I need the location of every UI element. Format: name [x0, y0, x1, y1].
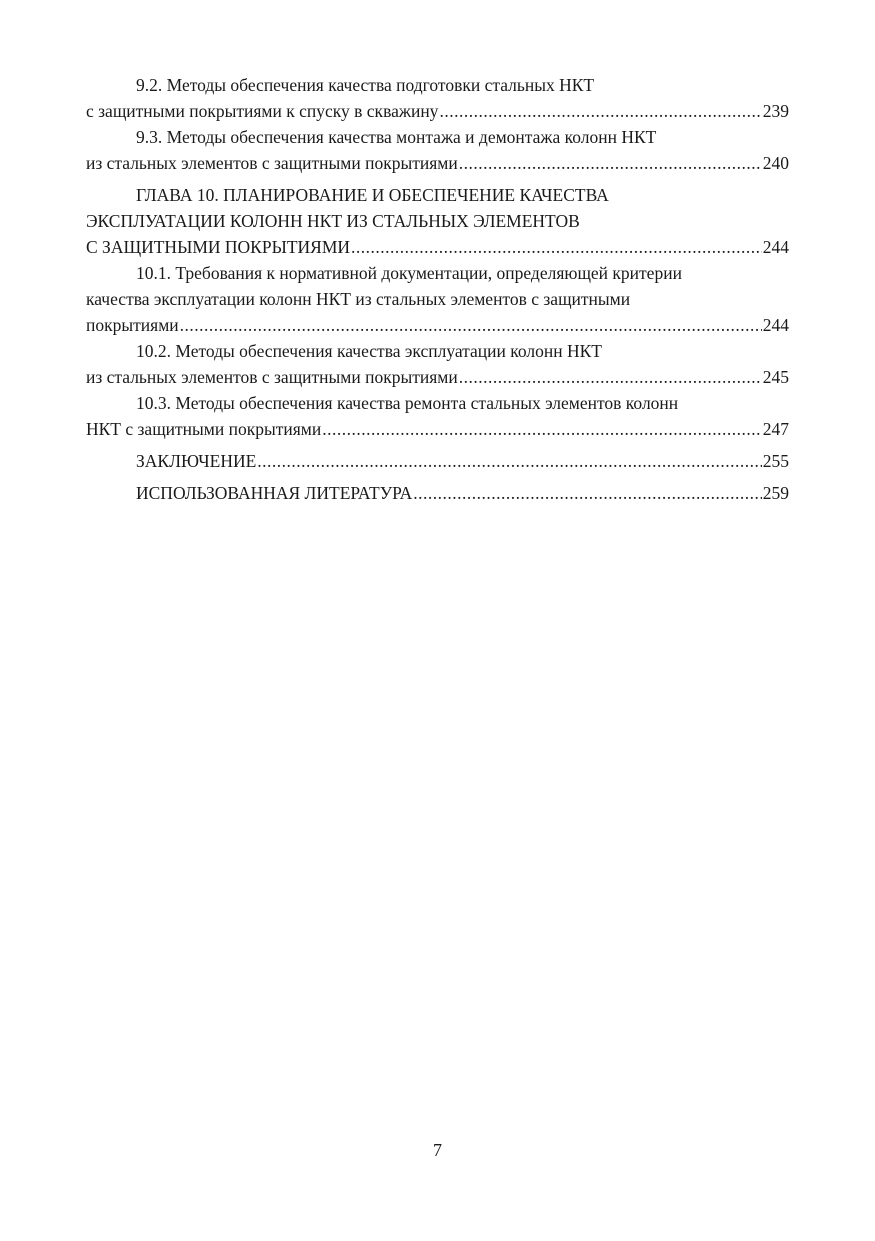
- toc-page-number: 247: [762, 419, 789, 439]
- toc-entry-10-1: [86, 260, 789, 338]
- toc-entry-leader-line: [86, 150, 789, 176]
- toc-entry-text: из стальных элементов с защитными покрытиями: [86, 367, 458, 387]
- toc-chapter-title: ГЛАВА 10. ПЛАНИРОВАНИЕ И ОБЕСПЕЧЕНИЕ КАЧЕСТВА: [136, 185, 609, 205]
- toc-entry-leader-line: [86, 480, 789, 506]
- toc-entry-text: ИСПОЛЬЗОВАННАЯ ЛИТЕРАТУРА: [136, 483, 413, 503]
- table-of-contents: [86, 72, 789, 506]
- toc-entry-text: с защитными покрытиями к спуску в скважину: [86, 101, 439, 121]
- toc-entry-text: 10.3. Методы обеспечения качества ремонта стальных элементов колонн: [136, 393, 679, 413]
- toc-entry-text: 10.2. Методы обеспечения качества эксплуатации колонн НКТ: [136, 341, 602, 361]
- toc-page-number: 239: [762, 101, 789, 121]
- toc-entry-10-3: [86, 390, 789, 442]
- toc-entry-text: НКТ с защитными покрытиями: [86, 419, 322, 439]
- dot-leader: [257, 448, 761, 474]
- toc-entry-leader-line: [86, 448, 789, 474]
- toc-entry-text: ЗАКЛЮЧЕНИЕ: [136, 451, 257, 471]
- dot-leader: [351, 234, 762, 260]
- toc-entry-leader-line: [86, 416, 789, 442]
- toc-page-number: 240: [762, 153, 789, 173]
- dot-leader: [459, 364, 762, 390]
- dot-leader: [459, 150, 762, 176]
- toc-page-number: 245: [762, 367, 789, 387]
- dot-leader: [413, 480, 762, 506]
- toc-page-number: 244: [762, 315, 789, 335]
- toc-entry-leader-line: [86, 234, 789, 260]
- toc-entry-leader-line: [86, 98, 789, 124]
- toc-entry-text: 10.1. Требования к нормативной документации, определяющей критерии: [136, 263, 682, 283]
- toc-entry-conclusion: [86, 448, 789, 474]
- toc-entry-10-2: [86, 338, 789, 390]
- toc-entry-references: [86, 480, 789, 506]
- toc-entry-9-3: [86, 124, 789, 176]
- toc-chapter-10: [86, 182, 789, 260]
- toc-entry-text: из стальных элементов с защитными покрытиями: [86, 153, 458, 173]
- toc-entry-text: покрытиями: [86, 315, 179, 335]
- page-number: 7: [433, 1140, 442, 1160]
- toc-page-number: 259: [762, 483, 789, 503]
- toc-entry-leader-line: [86, 364, 789, 390]
- dot-leader: [180, 312, 762, 338]
- toc-chapter-title: ЭКСПЛУАТАЦИИ КОЛОНН НКТ ИЗ СТАЛЬНЫХ ЭЛЕМЕНТОВ: [86, 211, 580, 231]
- toc-entry-9-2: [86, 72, 789, 124]
- toc-chapter-title: С ЗАЩИТНЫМИ ПОКРЫТИЯМИ: [86, 237, 351, 257]
- toc-entry-text: качества эксплуатации колонн НКТ из стальных элементов с защитными: [86, 289, 631, 309]
- dot-leader: [439, 98, 761, 124]
- dot-leader: [322, 416, 761, 442]
- toc-page-number: 244: [762, 237, 789, 257]
- toc-entry-leader-line: [86, 312, 789, 338]
- toc-page-number: 255: [762, 451, 789, 471]
- toc-entry-text: 9.3. Методы обеспечения качества монтажа и демонтажа колонн НКТ: [136, 127, 657, 147]
- toc-entry-text: 9.2. Методы обеспечения качества подготовки стальных НКТ: [136, 75, 595, 95]
